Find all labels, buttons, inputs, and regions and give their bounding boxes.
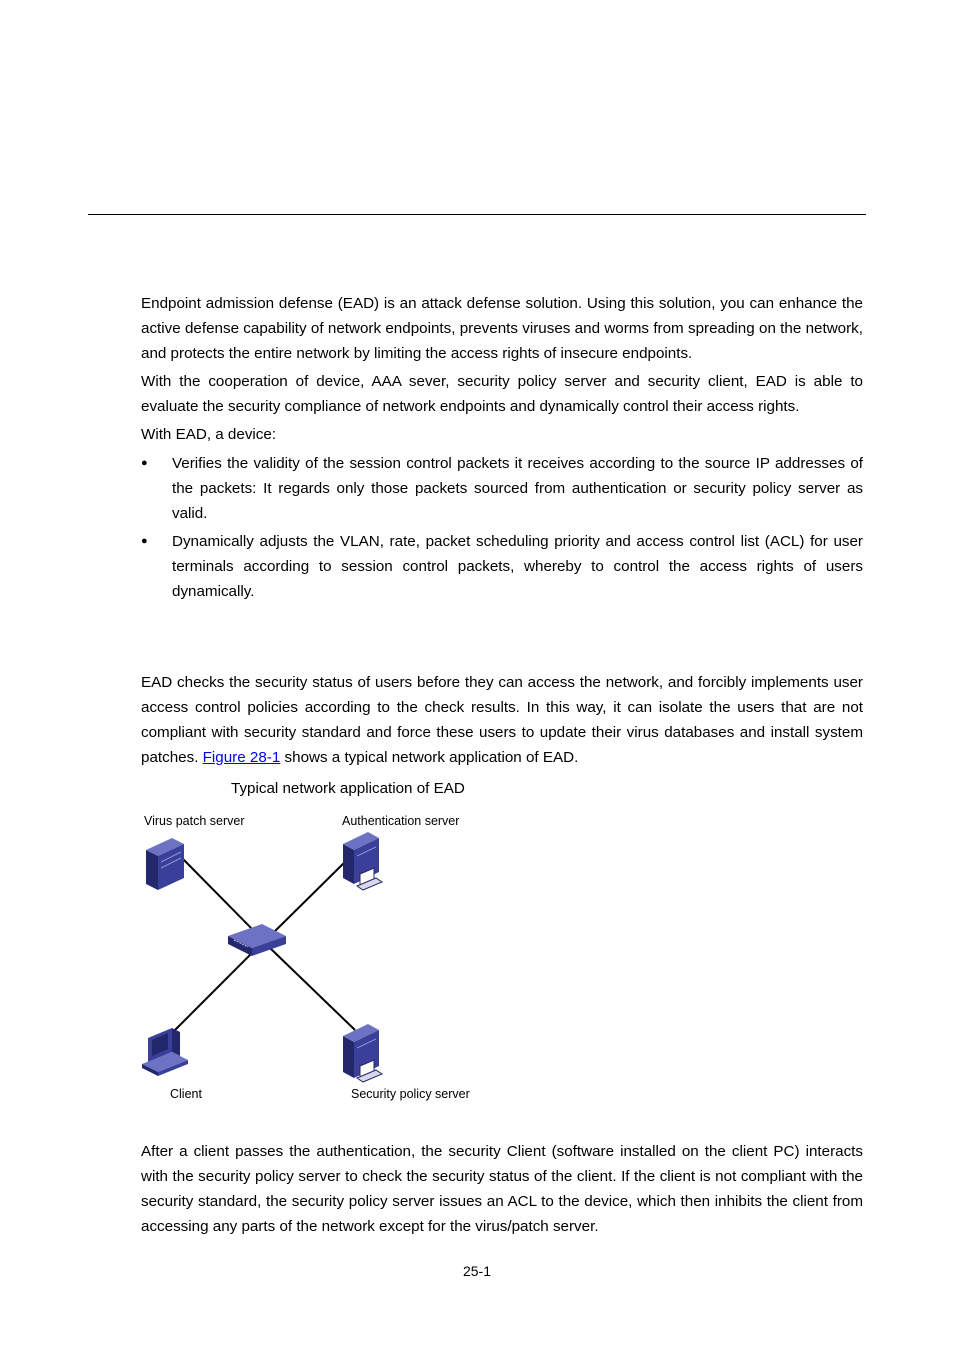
bullet-marker: ● (141, 535, 148, 547)
figure-caption: Typical network application of EAD (231, 780, 465, 797)
intro-paragraph-3: With EAD, a device: (141, 426, 277, 443)
intro-paragraph-1: Endpoint admission defense (EAD) is an attack defense solution. Using this solution, you can enhance the active defense capability of network endpoints, prevents viruses and worms from spreading on the network, and protects the entire network by limiting the access rights of insecure endpoints. (141, 295, 863, 362)
label-authentication-server: Authentication server (342, 814, 460, 828)
link-virus-server (182, 858, 256, 933)
paragraph-text-start: EAD checks the security status of users before they can access the network, and forcibly implements user access control policies according to the check results. In this way, it can isolate the users that are not compliant with security standard and force these users to update their virus databases and install system patches. (141, 674, 863, 766)
virus-patch-server-icon (146, 838, 184, 890)
page-number: 25-1 (462, 1263, 492, 1279)
header-rule (88, 214, 866, 215)
intro-paragraph-2: With the cooperation of device, AAA sever, security policy server and security client, EAD is able to evaluate the security compliance of network endpoints and dynamically control their access rights. (141, 373, 863, 415)
client-pc-icon (142, 1028, 188, 1076)
authentication-server-icon (343, 832, 382, 890)
label-security-policy-server: Security policy server (351, 1087, 470, 1101)
paragraph-text-end: shows a typical network application of EAD. (280, 749, 579, 766)
bullet-text-1: Verifies the validity of the session control packets it receives according to the source IP addresses of the packets: It regards only those packets sourced from authentication or security policy server as valid. (172, 455, 863, 522)
link-policy-server (270, 948, 355, 1030)
security-policy-server-icon (343, 1024, 382, 1082)
section2-paragraph-1 (141, 670, 863, 770)
figure-link[interactable]: Figure 28-1 (202, 749, 281, 766)
bullet-text-2: Dynamically adjusts the VLAN, rate, packet scheduling priority and access control list (ACL) for user terminals according to session control packets, whereby to control the access rights of users dynamically. (172, 533, 863, 600)
bullet-marker: ● (141, 457, 148, 469)
network-diagram (130, 820, 490, 1090)
label-virus-patch-server: Virus patch server (144, 814, 245, 828)
link-auth-server (270, 860, 347, 936)
link-client (173, 950, 255, 1032)
section2-paragraph-2: After a client passes the authentication, the security Client (software installed on the client PC) interacts with the security policy server to check the security status of the client. If the client is not compliant with the security standard, the security policy server issues an ACL to the device, which then inhibits the client from accessing any parts of the network except for the virus/patch server. (141, 1143, 863, 1235)
label-client: Client (170, 1087, 202, 1101)
